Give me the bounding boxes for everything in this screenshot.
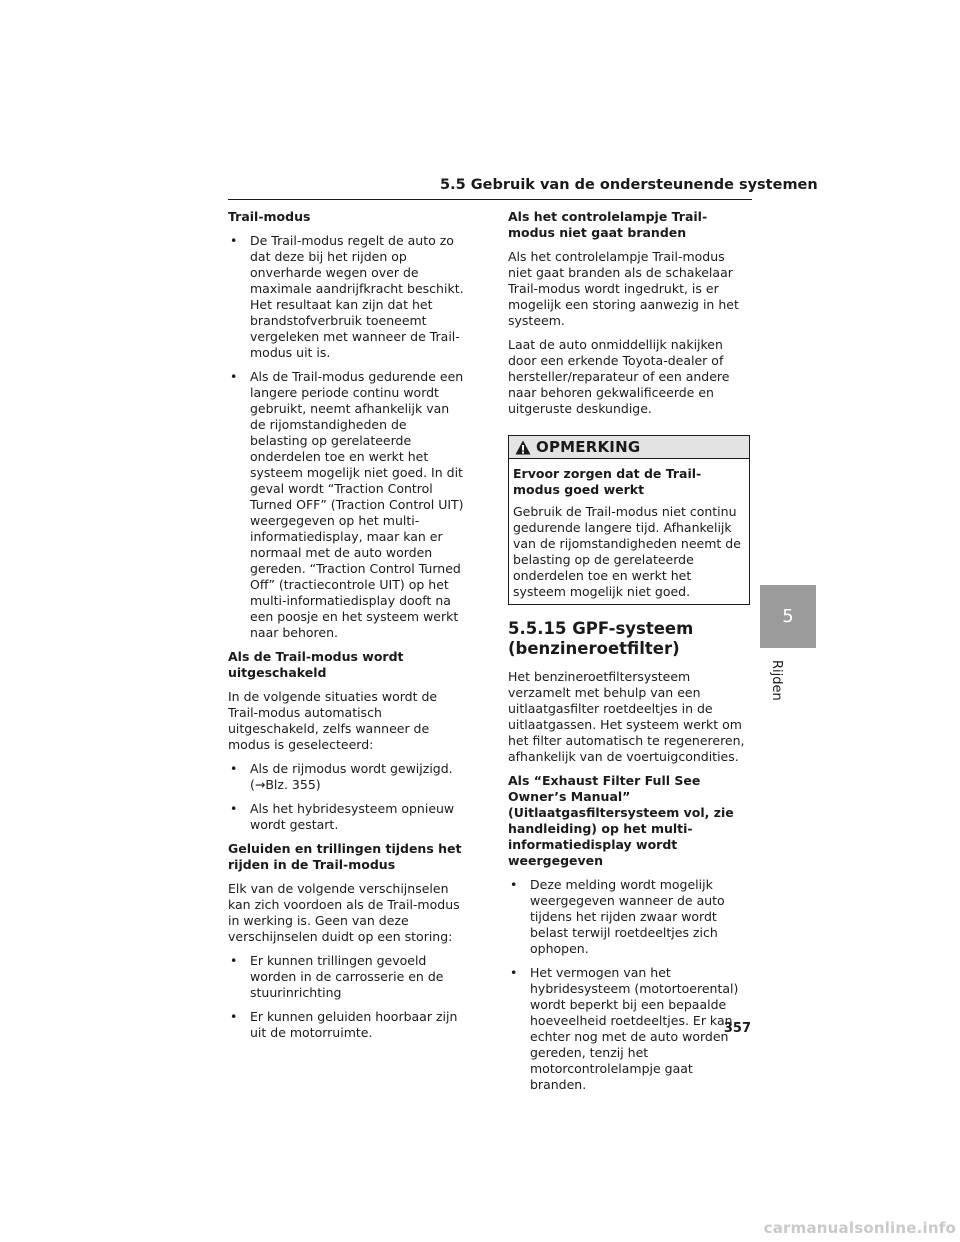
- chapter-tab[interactable]: 5: [760, 585, 816, 648]
- gpf-section-heading: 5.5.15 GPF-systeem (benzineroetfilter): [508, 619, 694, 658]
- bullet: •: [230, 761, 238, 776]
- trail-mode-off-list: [228, 761, 466, 833]
- list-item: • Er kunnen geluiden hoorbaar zijn uit de motorruimte.: [230, 1009, 458, 1040]
- list-item: • Deze melding wordt mogelijk weergegeven wanneer de auto tijdens het rijden zwaar wordt belast terwijl roetdeeltjes zich ophopen.: [510, 877, 725, 956]
- page-reference-link[interactable]: (→Blz. 355): [250, 777, 321, 792]
- noise-vibration-list: [228, 953, 466, 1041]
- left-column: [228, 209, 466, 1049]
- notice-title: OPMERKING: [536, 438, 641, 456]
- bullet: •: [510, 965, 518, 980]
- notice-box: [508, 435, 750, 605]
- trail-mode-list: [228, 233, 466, 641]
- chapter-label: Rijden: [769, 660, 784, 701]
- list-item: • Als de Trail-modus gedurende een langere periode continu wordt gebruikt, neemt afhankelijk van de rijomstandigheden de belasting op gerelateerde onderdelen toe en werkt het systeem mogelijk niet goed. In dit geval wordt “Traction Control Turned OFF” (Traction Control UIT) weergegeven op het multi-informatiedisplay, maar kan er normaal met de auto worden gereden. “Traction Control Turned Off” (tractiecontrole UIT) op het multi-informatiedisplay dooft na een poosje en het systeem werkt naar behoren.: [230, 369, 464, 640]
- right-column: [508, 209, 746, 1101]
- list-item: • De Trail-modus regelt de auto zo dat deze bij het rijden op onverharde wegen over de maximale aandrijfkracht beschikt. Het resultaat kan zijn dat het brandstofverbruik toeneemt vergeleken met wanneer de Trail-modus uit is.: [230, 233, 464, 360]
- notice-subheading: Ervoor zorgen dat de Trail-modus goed werkt: [513, 466, 702, 497]
- notice-body: [509, 459, 749, 600]
- running-header: 5.5 Gebruik van de ondersteunende systemen: [440, 177, 818, 193]
- gpf-list: [508, 877, 746, 1093]
- bullet: •: [230, 233, 238, 248]
- indicator-lamp-heading: Als het controlelampje Trail-modus niet gaat branden: [508, 209, 708, 240]
- indicator-lamp-paragraph-1: Als het controlelampje Trail-modus niet gaat branden als de schakelaar Trail-modus wordt ingedrukt, is er mogelijk een storing aanwezig in het systeem.: [508, 249, 739, 328]
- gpf-paragraph: Het benzineroetfiltersysteem verzamelt met behulp van een uitlaatgasfilter roetdeeltjes in de uitlaatgassen. Het systeem werkt om het filter automatisch te regenereren, afhankelijk van de voertuigcondities.: [508, 669, 745, 764]
- bullet: •: [230, 953, 238, 968]
- list-item: • Als het hybridesysteem opnieuw wordt gestart.: [230, 801, 455, 832]
- bullet: •: [230, 369, 238, 384]
- noise-vibration-intro: Elk van de volgende verschijnselen kan zich voordoen als de Trail-modus in werking is. Geen van deze verschijnselen duidt op een storing:: [228, 881, 460, 944]
- trail-mode-off-heading: Als de Trail-modus wordt uitgeschakeld: [228, 649, 404, 680]
- trail-mode-heading: Trail-modus: [228, 209, 311, 224]
- trail-mode-off-intro: In de volgende situaties wordt de Trail-modus automatisch uitgeschakeld, zelfs wanneer de modus is geselecteerd:: [228, 689, 438, 752]
- list-item: • Het vermogen van het hybridesysteem (motortoerental) wordt beperkt bij een bepaalde hoeveelheid roetdeeltjes. Er kan echter nog met de auto worden gereden, tenzij het motorcontrolelampje gaat branden.: [510, 965, 739, 1092]
- header-rule: [228, 199, 752, 200]
- bullet: •: [230, 801, 238, 816]
- bullet: •: [510, 877, 518, 892]
- noise-vibration-heading: Geluiden en trillingen tijdens het rijden in de Trail-modus: [228, 841, 462, 872]
- notice-header: [509, 436, 749, 459]
- page-number: 357: [723, 1021, 751, 1036]
- indicator-lamp-paragraph-2: Laat de auto onmiddellijk nakijken door een erkende Toyota-dealer of hersteller/reparateur of een andere naar behoren gekwalificeerde en uitgeruste deskundige.: [508, 337, 730, 416]
- bullet: •: [230, 1009, 238, 1024]
- watermark: carmanualsonline.info: [763, 1219, 956, 1237]
- gpf-subheading: Als “Exhaust Filter Full See Owner’s Manual” (Uitlaatgasfiltersysteem vol, zie handleiding) op het multi-informatiedisplay wordt weergegeven: [508, 773, 734, 868]
- notice-text: Gebruik de Trail-modus niet continu gedurende langere tijd. Afhankelijk van de rijomstandigheden neemt de belasting op de gerelateerde onderdelen toe en werkt het systeem mogelijk niet goed.: [513, 504, 741, 599]
- warning-icon: [515, 440, 531, 455]
- list-item: • Als de rijmodus wordt gewijzigd. (→Blz. 355): [230, 761, 453, 792]
- list-item: • Er kunnen trillingen gevoeld worden in de carrosserie en de stuurinrichting: [230, 953, 444, 1000]
